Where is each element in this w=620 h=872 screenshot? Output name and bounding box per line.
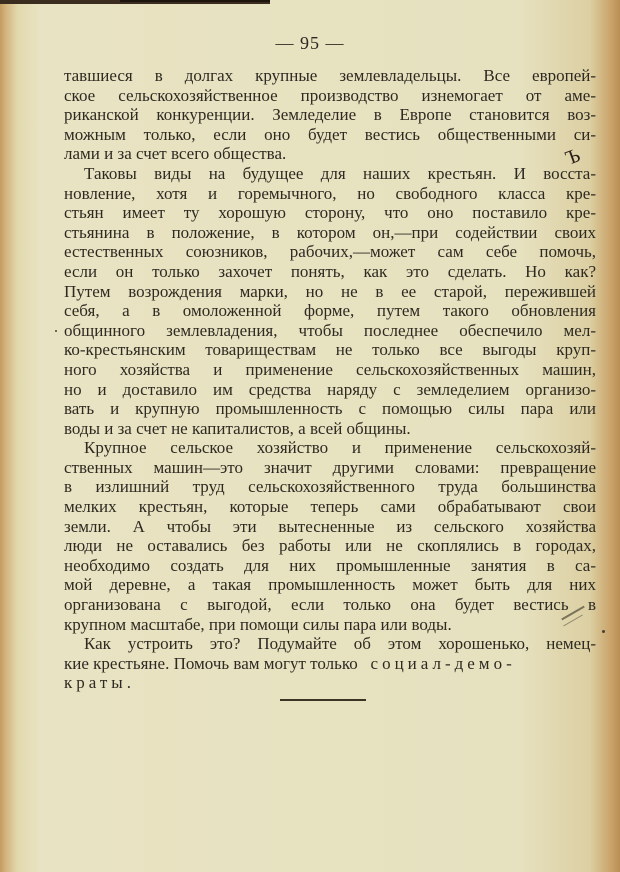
text-line: стьянина в положение, в котором он,—при содействии своих xyxy=(64,222,596,242)
text-line: крупном масштабе, при помощи силы пара или воды. xyxy=(64,614,452,634)
text-line xyxy=(64,654,596,674)
text-line: общинного землевладения, чтобы последнее обеспечило мел- xyxy=(64,320,596,340)
text-line: Как устроить это? Подумайте об этом хорошенько, немец- xyxy=(84,634,596,654)
ink-speck xyxy=(55,330,57,332)
text-line: лами и за счет всего общества. xyxy=(64,144,287,164)
text-line: стьян имеет ту хорошую сторону, что оно поставило кре- xyxy=(64,203,596,223)
text-line: земли. А чтобы эти вытесненные из сельского хозяйства xyxy=(64,516,596,536)
text-line: можным только, если оно будет вестись общественными си- xyxy=(64,124,596,144)
text-line: новление, хотя и горемычного, но свободного класса кре- xyxy=(64,183,596,203)
spaced-emphasis: социал-демо- xyxy=(370,653,516,673)
text-line: мой деревне, а такая промышленность может быть для них xyxy=(64,575,596,595)
text-line: себя, а в омоложенной форме, путем такого обновления xyxy=(64,301,596,321)
text-line: ственных машин—это значит другими словами: превращение xyxy=(64,457,596,477)
text-line: необходимо создать для них промышленные занятия в са- xyxy=(64,555,596,575)
text-line: Крупное сельское хозяйство и применение сельскохозяй- xyxy=(84,438,596,458)
scan-edge-dark xyxy=(120,0,270,2)
text-line: в излишний труд сельскохозяйственного труда большинства xyxy=(64,477,596,497)
text-line: краты. xyxy=(64,673,135,693)
text-line: риканской конкуренции. Земледелие в Европе становится воз- xyxy=(64,105,596,125)
text-line: организована с выгодой, если только она будет вестись в xyxy=(64,595,596,615)
margin-mark-top: Ъ xyxy=(562,144,584,170)
text-line: но и доставило им средства наряду с земледелием организо- xyxy=(64,379,596,399)
text-line: Путем возрождения марки, но не в ее старой, пережившей xyxy=(64,281,596,301)
text-line: Таковы виды на будущее для наших крестьян. И восста- xyxy=(84,163,596,183)
text-line: если он только захочет понять, как это сделать. Но как? xyxy=(64,261,596,281)
text-line: ское сельскохозяйственное производство изнемогает от аме- xyxy=(64,85,596,105)
text-line: люди не оставались без работы или не скоплялись в городах, xyxy=(64,536,596,556)
text-fragment: кие крестьяне. Помочь вам могут только xyxy=(64,653,358,673)
page-number: — 95 — xyxy=(275,33,345,53)
text-line: естественных союзников, рабочих,—может сам себе помочь, xyxy=(64,242,596,262)
body-text xyxy=(64,66,596,693)
text-line: воды и за счет не капиталистов, а всей общины. xyxy=(64,418,411,438)
text-line: мелких крестьян, которые теперь сами обрабатывают свои xyxy=(64,497,596,517)
ink-speck xyxy=(602,630,605,633)
text-line: вать и крупную промышленность с помощью силы пара или xyxy=(64,399,596,419)
end-rule xyxy=(280,699,366,701)
text-line: ного хозяйства и применение сельскохозяйственных машин, xyxy=(64,359,596,379)
text-line: тавшиеся в долгах крупные землевладельцы. Все европей- xyxy=(64,66,596,85)
text-line: ко-крестьянским товариществам не только все выгоды круп- xyxy=(64,340,596,360)
